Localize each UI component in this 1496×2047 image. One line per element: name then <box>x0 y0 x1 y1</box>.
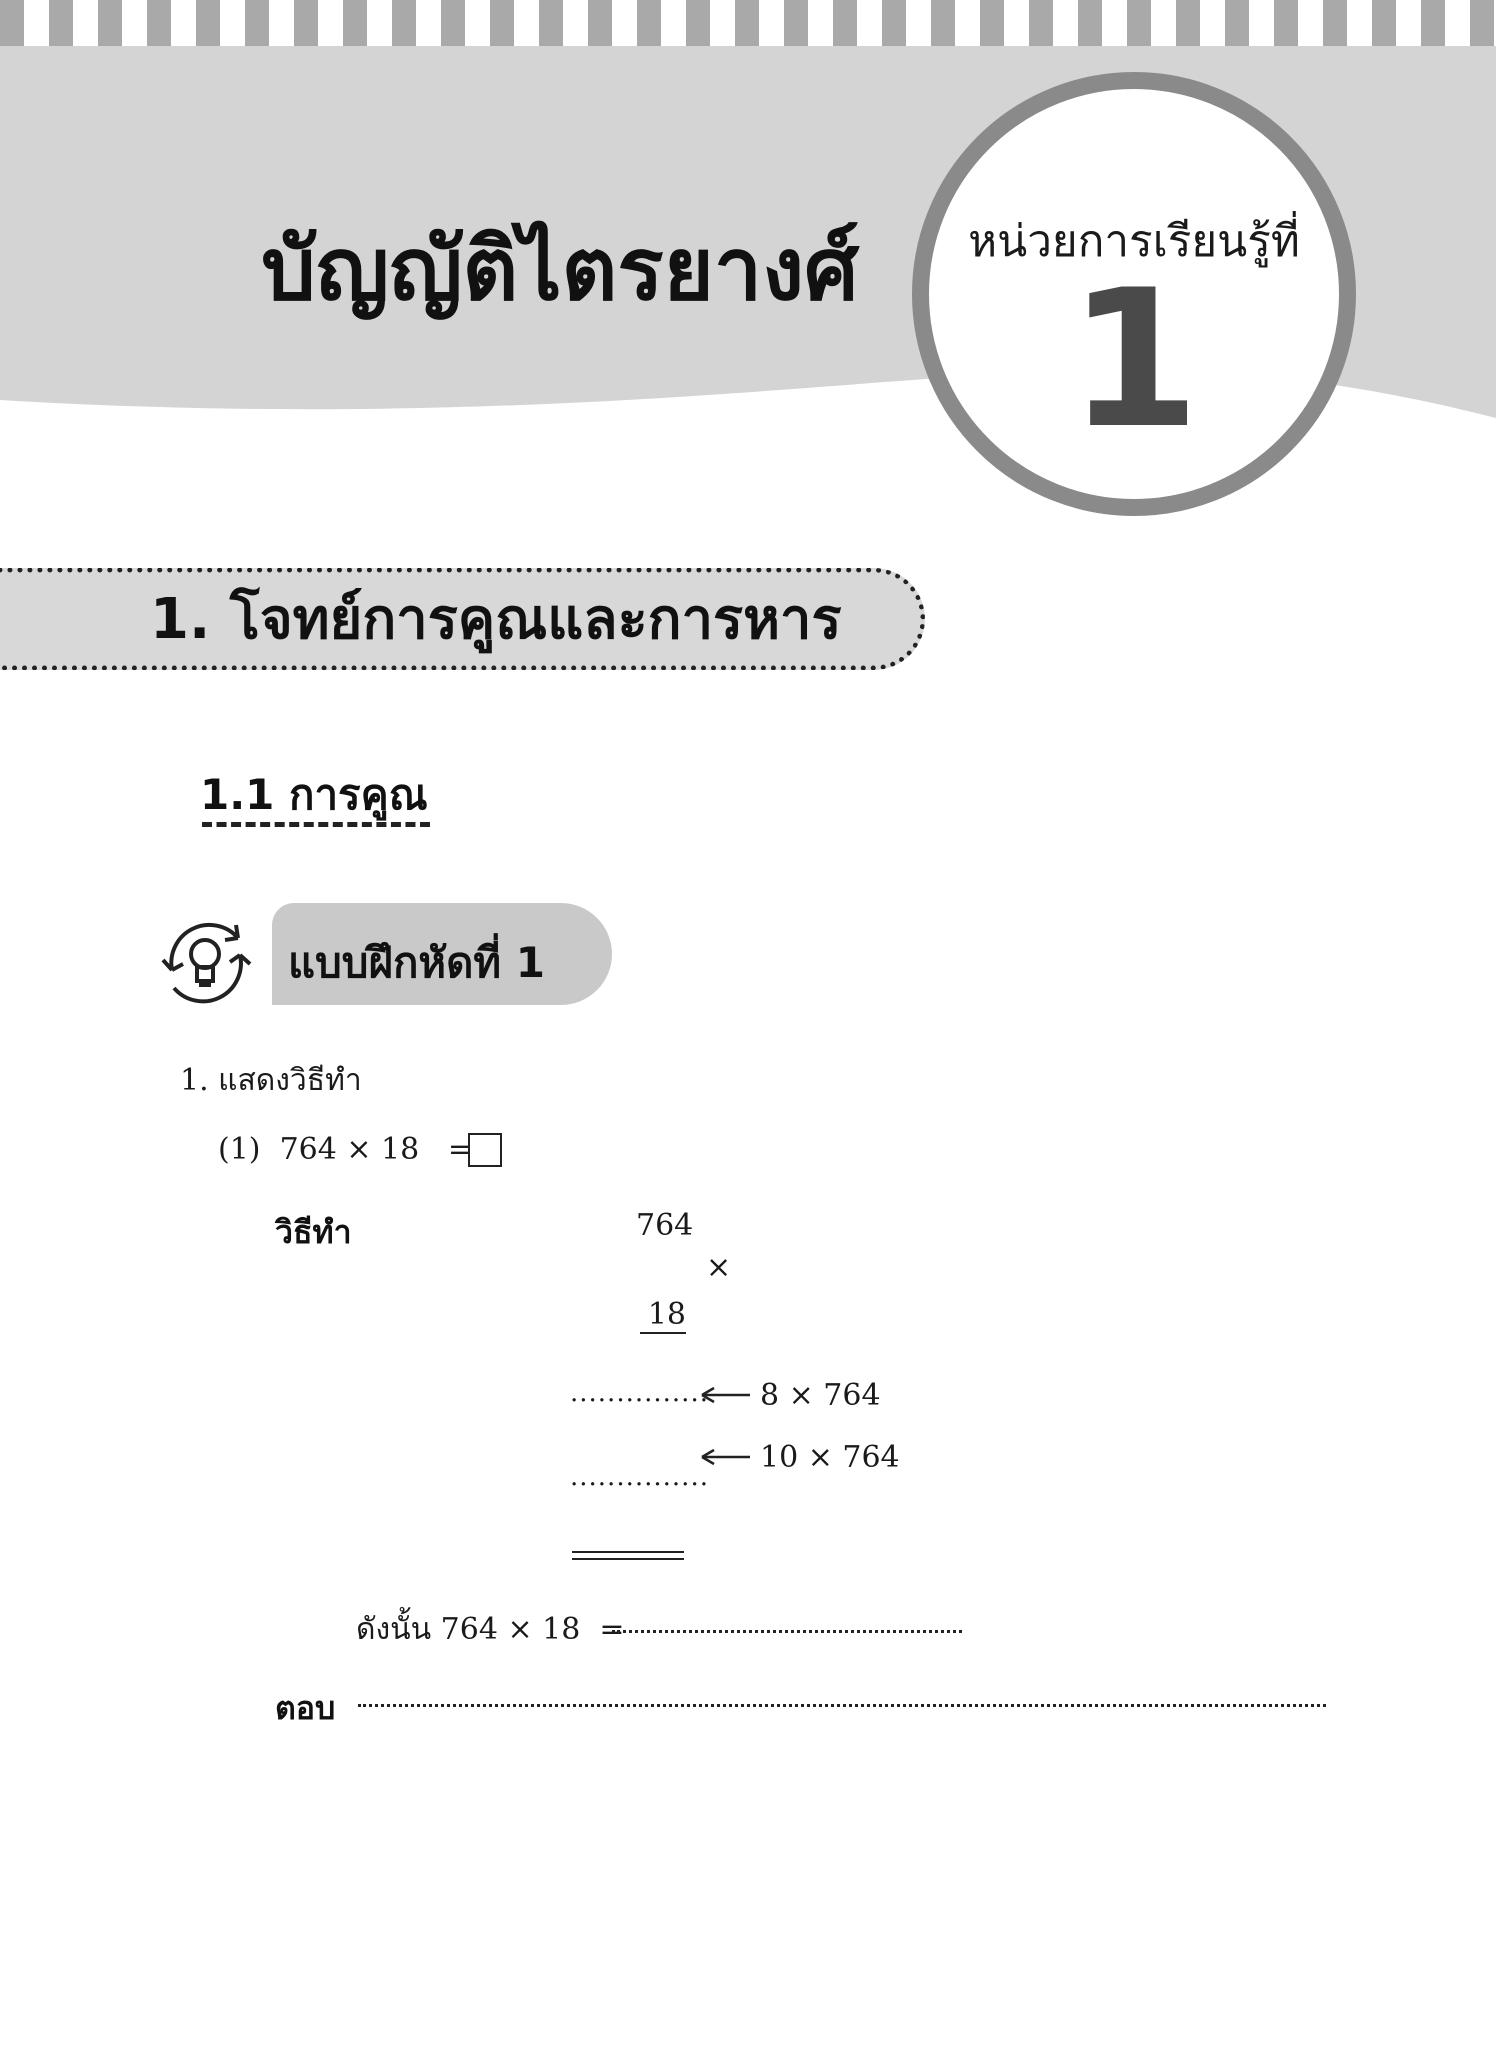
step-1-label: 8 × 764 <box>760 1378 881 1413</box>
subsection-title: 1.1 การคูณ <box>200 770 428 819</box>
exercise-title: แบบฝึกหัดที่ 1 <box>288 938 545 987</box>
question-item: (1) 764 × 18 = <box>218 1132 473 1167</box>
multiplier: 18 <box>640 1298 686 1334</box>
unit-number: 1 <box>1067 249 1201 470</box>
conclusion-text: ดังนั้น 764 × 18 = <box>356 1612 625 1647</box>
answer-blank[interactable] <box>358 1704 1326 1707</box>
partial-product-2-blank[interactable]: ............... <box>570 1462 709 1492</box>
subsection-underline <box>202 822 430 827</box>
operator: × <box>706 1250 732 1285</box>
left-arrow-icon <box>698 1443 753 1471</box>
answer-box[interactable] <box>468 1133 502 1167</box>
method-label: วิธีทำ <box>275 1213 352 1251</box>
step-2-label: 10 × 764 <box>760 1440 900 1475</box>
lightbulb-cycle-icon <box>150 910 260 1010</box>
sum-double-line <box>572 1551 684 1560</box>
section-title: 1. โจทย์การคูณและการหาร <box>150 587 842 652</box>
multiplicand: 764 <box>636 1208 694 1243</box>
partial-product-1-blank[interactable]: ............... <box>570 1378 709 1408</box>
chapter-title: บัญญัติไตรยางศ์ <box>261 220 859 320</box>
conclusion-blank[interactable] <box>612 1630 962 1633</box>
binding-stripes <box>0 0 1496 46</box>
answer-label: ตอบ <box>275 1689 336 1727</box>
unit-label: หน่วยการเรียนรู้ที่ <box>968 216 1300 267</box>
left-arrow-icon <box>698 1381 753 1409</box>
question-title: 1. แสดงวิธีทำ <box>180 1063 362 1098</box>
